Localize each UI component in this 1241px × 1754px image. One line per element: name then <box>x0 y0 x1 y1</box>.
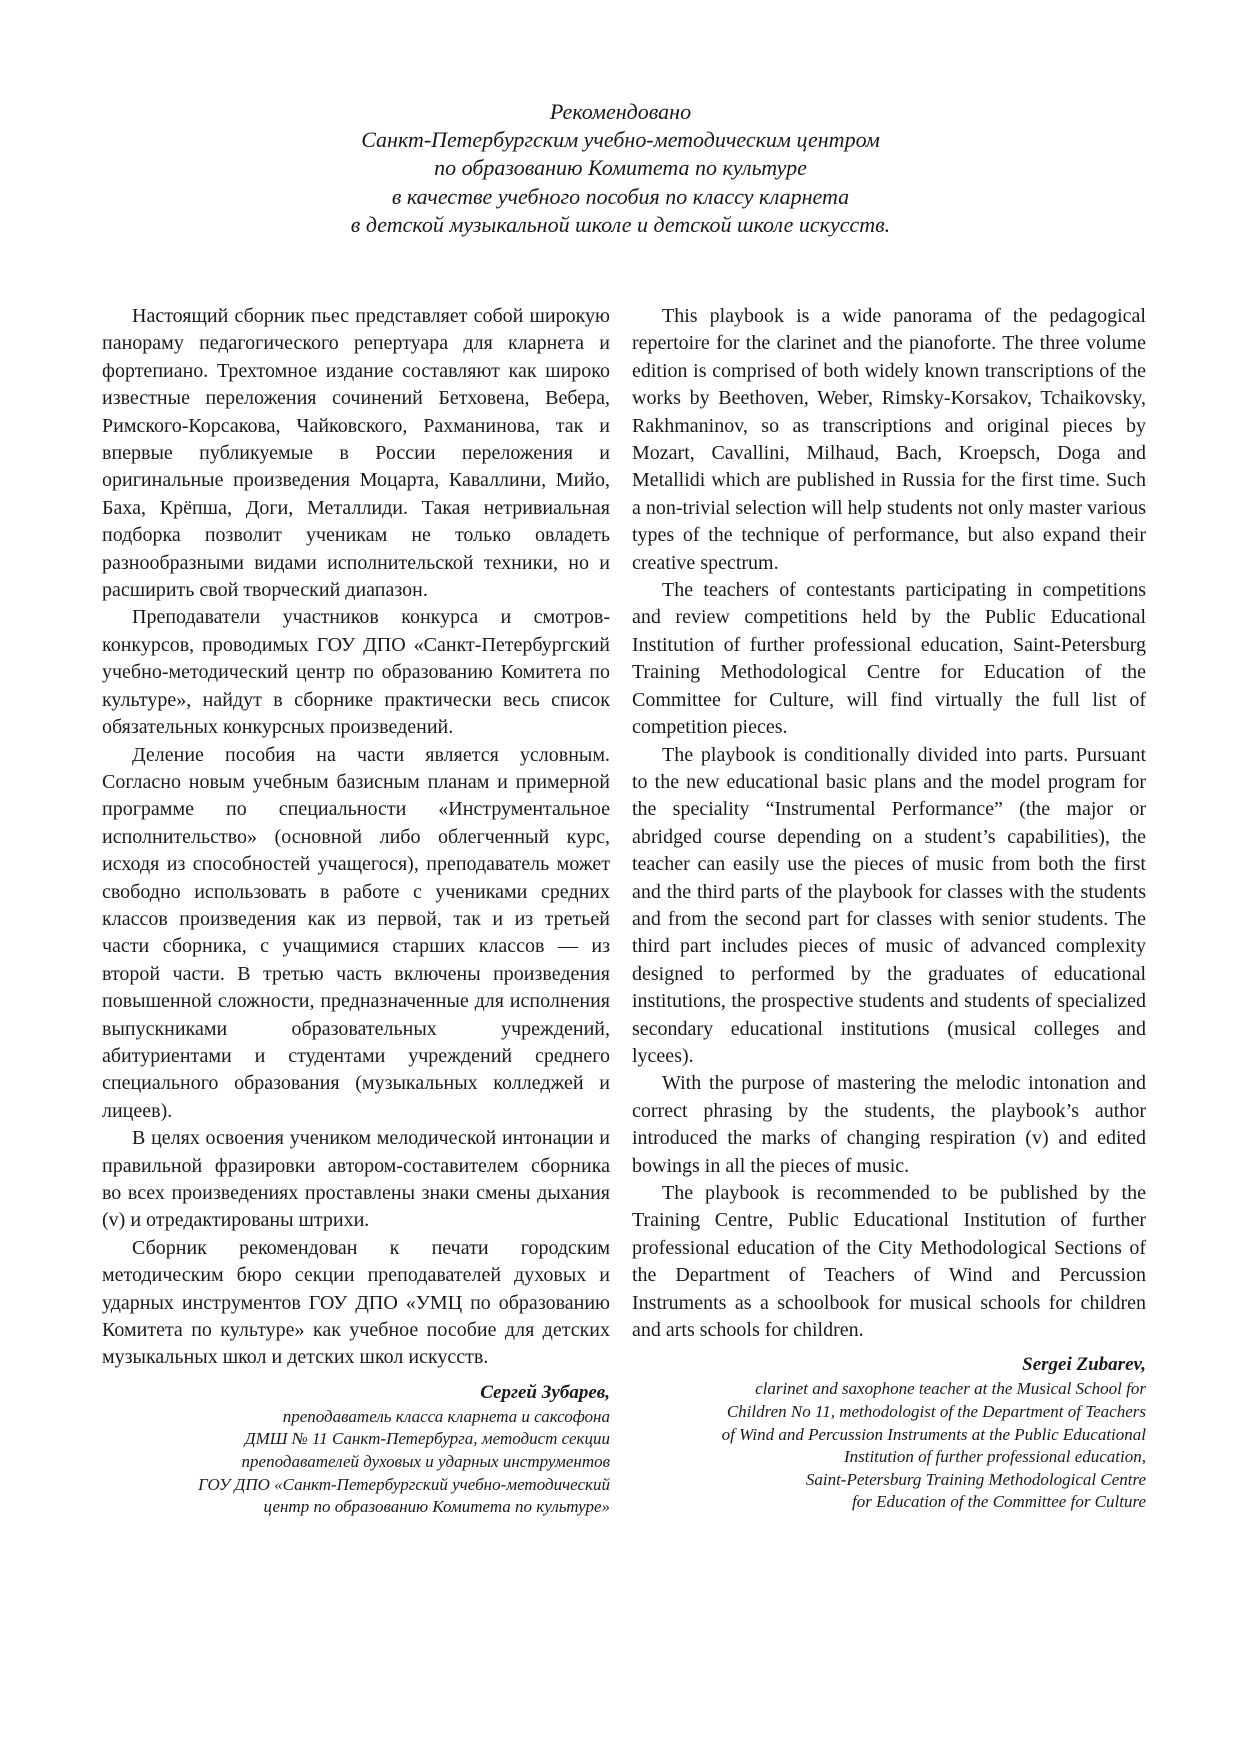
author-role-line: Institution of further professional education, <box>843 1447 1146 1467</box>
author-role-line: преподаватель класса кларнета и саксофона <box>282 1406 610 1426</box>
author-role-line: clarinet and saxophone teacher at the Musical School for <box>755 1379 1146 1399</box>
author-name: Sergei Zubarev, <box>1022 1354 1146 1376</box>
paragraph: Деление пособия на части является условным. Согласно новым учебным базисным планам и примерной программе по специальности «Инструментальное исполнительство» (основной либо облегченный курс, исходя из способностей учащегося), преподаватель может свободно использовать в работе с учениками средних классов произведения как из первой, так и из третьей части сборника, с учащимися старших классов — из второй части. В третью часть включены произведения повышенной сложности, предназначенные для исполнения выпускниками образовательных учреждений, абитуриентами и студентами учреждений среднего специального образования (музыкальных колледжей и лицеев). <box>102 743 610 1122</box>
author-role-line: for Education of the Committee for Culture <box>851 1492 1146 1512</box>
recommendation-block <box>0 98 1241 239</box>
recommendation-line: в детской музыкальной школе и детской школе искусств. <box>350 211 891 237</box>
recommendation-line: Санкт-Петербургским учебно-методическим центром <box>361 127 880 153</box>
author-role-line: of Wind and Percussion Instruments at the Public Educational <box>721 1424 1146 1444</box>
paragraph: The playbook is conditionally divided into parts. Pursuant to the new educational basic plans and the model program for the speciality “Instrumental Performance” (the major or abridged course depending on a student’s capabilities), the teacher can easily use the pieces of music from both the first and the third parts of the playbook for classes with the students and from the second part for classes with senior students. The third part includes pieces of music of advanced complexity designed to performed by the graduates of educational institutions, the prospective students and students of specialized secondary educational institutions (musical colleges and lycees). <box>632 743 1146 1067</box>
author-name: Сергей Зубарев, <box>480 1381 610 1403</box>
paragraph: В целях освоения учеником мелодической интонации и правильной фразировки автором-составителем сборника во всех произведениях проставлены знаки смены дыхания (v) и отредактированы штрихи. <box>102 1127 610 1232</box>
recommendation-line: Рекомендовано <box>549 99 692 124</box>
paragraph: With the purpose of mastering the melodic intonation and correct phrasing by the students, the playbook’s author introduced the marks of changing respiration (v) and edited bowings in all the pieces of music. <box>632 1072 1146 1177</box>
author-signature <box>102 1380 610 1519</box>
author-role-line: ГОУ ДПО «Санкт-Петербургский учебно-методический <box>198 1474 610 1494</box>
author-signature <box>632 1352 1146 1514</box>
english-column <box>632 303 1146 1514</box>
paragraph: The playbook is recommended to be published by the Training Centre, Public Educational Institution of further professional education of the City Methodological Sections of the Department of Teachers of Wind and Percussion Instruments as a schoolbook for musical schools for children and arts schools for children. <box>632 1182 1146 1342</box>
author-role-line: преподавателей духовых и ударных инструментов <box>241 1452 610 1472</box>
author-role-line: ДМШ № 11 Санкт-Петербурга, методист секции <box>244 1429 610 1449</box>
author-role-line: центр по образованию Комитета по культуре» <box>263 1497 610 1517</box>
recommendation-line: в качестве учебного пособия по классу кларнета <box>391 183 850 209</box>
recommendation-line: по образованию Комитета по культуре <box>434 155 807 181</box>
paragraph: The teachers of contestants participating in competitions and review competitions held by the Public Educational Institution of further professional education, Saint-Petersburg Training Methodological Centre for Education of the Committee for Culture, will find virtually the full list of competition pieces. <box>632 579 1146 739</box>
author-role-line: Children No 11, methodologist of the Department of Teachers <box>726 1402 1146 1422</box>
paragraph: Преподаватели участников конкурса и смотров-конкурсов, проводимых ГОУ ДПО «Санкт-Петербургский учебно-методический центр по образованию Комитета по культуре», найдут в сборнике практически весь список обязательных конкурсных произведений. <box>102 606 610 739</box>
paragraph: Настоящий сборник пьес представляет собой широкую панораму педагогического репертуара для кларнета и фортепиано. Трехтомное издание составляют как широко известные переложения сочинений Бетховена, Вебера, Римского-Корсакова, Чайковского, Рахманинова, так и впервые публикуемые в России переложения и оригинальные произведения Моцарта, Каваллини, Мийо, Баха, Крёпша, Доги, Металлиди. Такая нетривиальная подборка позволит ученикам не только овладеть разнообразными видами исполнительской техники, но и расширить свой творческий диапазон. <box>102 305 610 602</box>
author-role-line: Saint-Petersburg Training Methodological Centre <box>805 1469 1146 1489</box>
paragraph: This playbook is a wide panorama of the pedagogical repertoire for the clarinet and the pianoforte. The three volume edition is comprised of both widely known transcriptions of the works by Beethoven, Weber, Rimsky-Korsakov, Tchaikovsky, Rakhmaninov, so as transcriptions and original pieces by Mozart, Cavallini, Milhaud, Bach, Kroepsch, Doga and Metallidi which are published in Russia for the first time. Such a non-trivial selection will help students not only master various types of the technique of performance, but also expand their creative spectrum. <box>632 305 1146 574</box>
paragraph: Сборник рекомендован к печати городским методическим бюро секции преподавателей духовых и ударных инструментов ГОУ ДПО «УМЦ по образованию Комитета по культуре» как учебное пособие для детских музыкальных школ и детских школ искусств. <box>102 1236 610 1369</box>
russian-column <box>102 303 610 1519</box>
